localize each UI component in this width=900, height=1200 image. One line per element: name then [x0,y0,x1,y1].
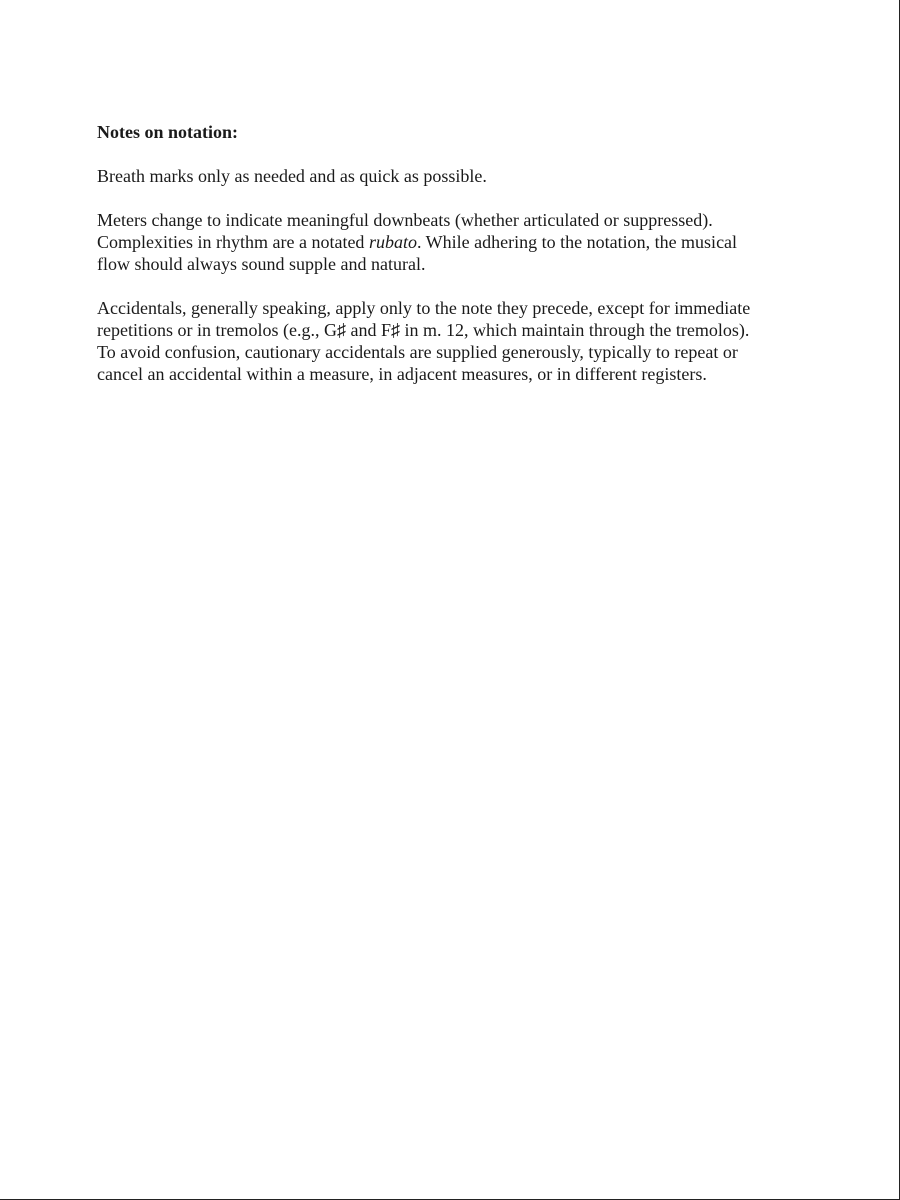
text-segment: Complexities in rhythm are a notated [97,232,369,252]
text-line: Meters change to indicate meaningful downbeats (whether articulated or suppressed). [97,210,713,230]
text-line: flow should always sound supple and natural. [97,254,426,274]
paragraph-breath-marks [97,165,817,187]
text-line: To avoid confusion, cautionary accidentals are supplied generously, typically to repeat or [97,342,738,362]
text-line: Accidentals, generally speaking, apply only to the note they precede, except for immediate [97,298,751,318]
paragraph-meters [97,209,817,275]
rubato-emphasis: rubato [368,232,417,252]
notes-heading: Notes on notation: [97,122,239,142]
text-line: cancel an accidental within a measure, in adjacent measures, or in different registers. [97,364,707,384]
text-line-with-emphasis [97,231,817,253]
document-body [97,121,817,407]
paragraph-accidentals [97,297,817,385]
text-line: Breath marks only as needed and as quick as possible. [97,166,487,186]
text-segment: . While adhering to the notation, the musical [416,232,738,252]
text-line: repetitions or in tremolos (e.g., G♯ and F♯ in m. 12, which maintain through the tremolos). [97,320,750,340]
